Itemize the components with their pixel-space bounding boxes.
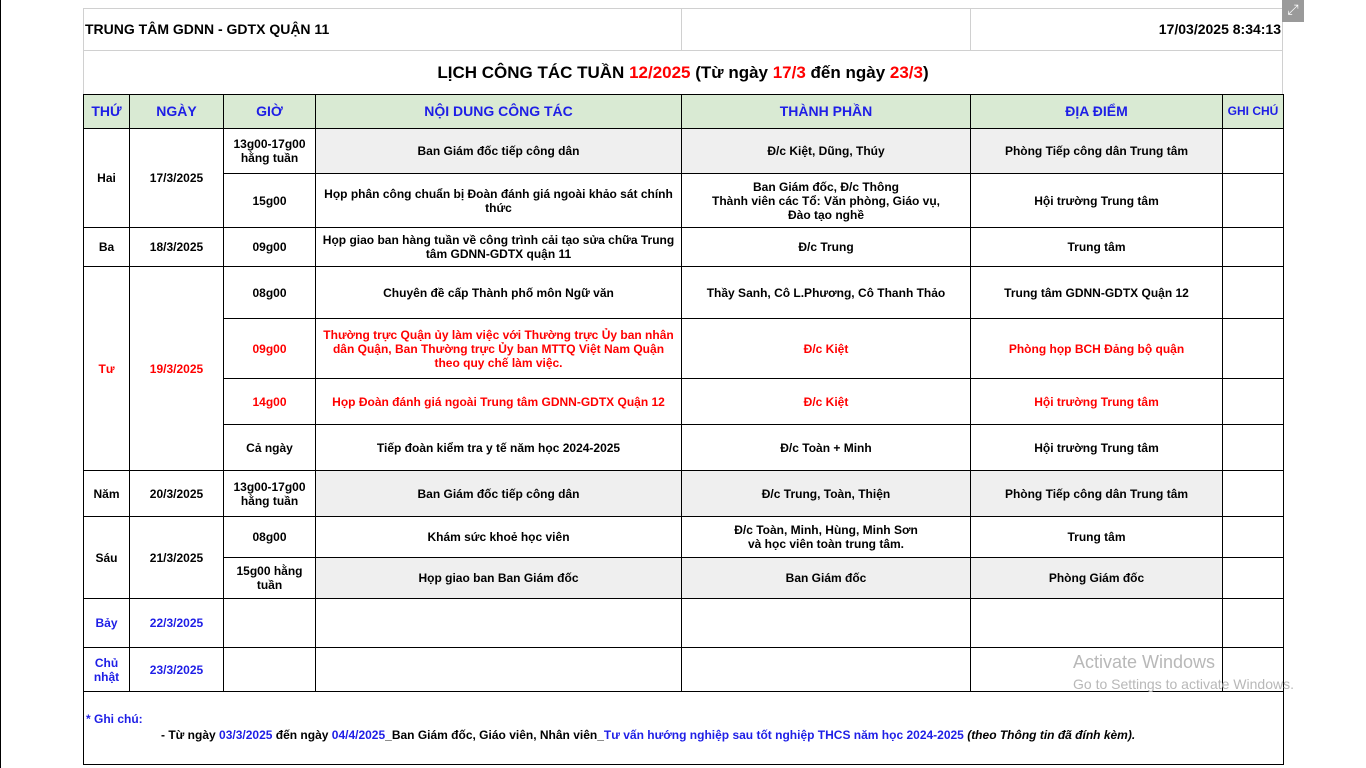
- sheet-header-row: [83, 8, 1283, 50]
- table-row: [84, 425, 1284, 471]
- date-cell: 17/3/2025: [130, 129, 224, 228]
- time-cell: 14g00: [224, 379, 316, 425]
- grid-divider: [681, 8, 682, 50]
- day-cell: Sáu: [84, 517, 130, 599]
- col-note: GHI CHÚ: [1223, 95, 1284, 129]
- place-cell: Hội trường Trung tâm: [971, 379, 1223, 425]
- content-cell: Họp Đoàn đánh giá ngoài Trung tâm GDNN-GDTX Quận 12: [316, 379, 682, 425]
- activation-watermark-title: Activate Windows: [1073, 652, 1216, 672]
- place-cell: Hội trường Trung tâm: [971, 174, 1223, 228]
- col-content: NỘI DUNG CÔNG TÁC: [316, 95, 682, 129]
- col-time: GIỜ: [224, 95, 316, 129]
- time-cell: 15g00: [224, 174, 316, 228]
- date-to: 23/3: [889, 63, 923, 82]
- grid-divider: [83, 50, 1283, 51]
- place-cell: Trung tâm: [971, 517, 1223, 558]
- org-name: TRUNG TÂM GDNN - GDTX QUẬN 11: [85, 21, 330, 37]
- activation-watermark-subtitle: Go to Settings to activate Windows.: [1073, 676, 1294, 692]
- content-cell: Thường trực Quận ủy làm việc với Thường trực Ủy ban nhân dân Quận, Ban Thường trực Ủy ban MTTQ Việt Nam Quận theo quy chế làm việc.: [316, 319, 682, 379]
- date-from: 17/3: [772, 63, 806, 82]
- table-row: [84, 267, 1284, 319]
- table-row: [84, 319, 1284, 379]
- members-cell: Đ/c Toàn, Minh, Hùng, Minh Sơn và học viên toàn trung tâm.: [682, 517, 971, 558]
- note-date-from: 03/3/2025: [219, 728, 273, 742]
- content-cell: Chuyên đề cấp Thành phố môn Ngữ văn: [316, 267, 682, 319]
- date-cell: 19/3/2025: [130, 267, 224, 471]
- col-date: NGÀY: [130, 95, 224, 129]
- table-row: [84, 379, 1284, 425]
- frame-edge: [0, 0, 1, 768]
- time-cell: Cả ngày: [224, 425, 316, 471]
- note-cell: [1223, 425, 1284, 471]
- schedule-title: LỊCH CÔNG TÁC TUẦN 12/2025 (Từ ngày 17/3 đến ngày 23/3): [437, 63, 929, 82]
- place-cell: Trung tâm: [971, 228, 1223, 267]
- table-row: [84, 174, 1284, 228]
- note-cell: [1223, 174, 1284, 228]
- content-cell: Họp giao ban hàng tuần về công trình cải tạo sửa chữa Trung tâm GDNN-GDTX quận 11: [316, 228, 682, 267]
- content-cell: Họp phân công chuẩn bị Đoàn đánh giá ngoài khảo sát chính thức: [316, 174, 682, 228]
- time-cell: 13g00-17g00 hằng tuần: [224, 471, 316, 517]
- expand-icon: ⤢: [1287, 1, 1299, 17]
- timestamp: 17/03/2025 8:34:13: [1158, 21, 1281, 37]
- date-cell: 20/3/2025: [130, 471, 224, 517]
- members-cell: Ban Giám đốc, Đ/c Thông Thành viên các Tổ: Văn phòng, Giáo vụ, Đào tạo nghề: [682, 174, 971, 228]
- col-day: THỨ: [84, 95, 130, 129]
- table-row: [84, 558, 1284, 599]
- table-row: [84, 129, 1284, 174]
- content-cell: Tiếp đoàn kiểm tra y tế năm học 2024-2025: [316, 425, 682, 471]
- grid-divider: [970, 8, 971, 50]
- content-cell: Ban Giám đốc tiếp công dân: [316, 471, 682, 517]
- day-cell: Chủ nhật: [84, 648, 130, 692]
- note-body: - Từ ngày 03/3/2025 đến ngày 04/4/2025_Ban Giám đốc, Giáo viên, Nhân viên_Tư vấn hướng nghiệp sau tốt nghiệp THCS năm học 2024-2025 (theo Thông tin đã đính kèm).: [161, 728, 1136, 742]
- date-cell: 21/3/2025: [130, 517, 224, 599]
- day-cell: Hai: [84, 129, 130, 228]
- place-cell: Phòng Tiếp công dân Trung tâm: [971, 471, 1223, 517]
- place-cell: Hội trường Trung tâm: [971, 425, 1223, 471]
- schedule-sheet: [83, 8, 1283, 764]
- grid-divider: [83, 8, 1283, 9]
- place-cell: Phòng Tiếp công dân Trung tâm: [971, 129, 1223, 174]
- members-cell: Ban Giám đốc: [682, 558, 971, 599]
- table-row: [84, 228, 1284, 267]
- day-cell: Ba: [84, 228, 130, 267]
- place-cell: Trung tâm GDNN-GDTX Quận 12: [971, 267, 1223, 319]
- members-cell: Đ/c Kiệt, Dũng, Thúy: [682, 129, 971, 174]
- content-cell: Họp giao ban Ban Giám đốc: [316, 558, 682, 599]
- note-cell: [1223, 517, 1284, 558]
- note-cell: [1223, 228, 1284, 267]
- schedule-table: [83, 94, 1284, 692]
- members-cell: Đ/c Trung, Toàn, Thiện: [682, 471, 971, 517]
- table-header-row: [84, 95, 1284, 129]
- date-cell: 18/3/2025: [130, 228, 224, 267]
- date-cell: 23/3/2025: [130, 648, 224, 692]
- note-cell: [1223, 471, 1284, 517]
- content-cell: Ban Giám đốc tiếp công dân: [316, 129, 682, 174]
- members-cell: Đ/c Kiệt: [682, 379, 971, 425]
- members-cell: Đ/c Trung: [682, 228, 971, 267]
- note-cell: [1223, 379, 1284, 425]
- day-cell: Bảy: [84, 599, 130, 648]
- table-row: [84, 471, 1284, 517]
- table-row: [84, 517, 1284, 558]
- note-topic: Tư vấn hướng nghiệp sau tốt nghiệp THCS năm học 2024-2025: [603, 728, 964, 742]
- col-place: ĐỊA ĐIỂM: [971, 95, 1223, 129]
- col-members: THÀNH PHẦN: [682, 95, 971, 129]
- members-cell: Thầy Sanh, Cô L.Phương, Cô Thanh Thảo: [682, 267, 971, 319]
- members-cell: Đ/c Toàn + Minh: [682, 425, 971, 471]
- note-cell: [1223, 129, 1284, 174]
- note-date-to: 04/4/2025: [331, 728, 386, 742]
- place-cell: Phòng Giám đốc: [971, 558, 1223, 599]
- time-cell: 13g00-17g00 hằng tuần: [224, 129, 316, 174]
- date-cell: 22/3/2025: [130, 599, 224, 648]
- day-cell: Năm: [84, 471, 130, 517]
- time-cell: 09g00: [224, 319, 316, 379]
- day-cell: Tư: [84, 267, 130, 471]
- place-cell: Phòng họp BCH Đảng bộ quận: [971, 319, 1223, 379]
- expand-button[interactable]: [1282, 0, 1304, 22]
- note-cell: [1223, 319, 1284, 379]
- time-cell: 08g00: [224, 517, 316, 558]
- content-cell: Khám sức khoẻ học viên: [316, 517, 682, 558]
- note-title: * Ghi chú:: [86, 712, 143, 726]
- time-cell: 08g00: [224, 267, 316, 319]
- note-cell: [1223, 267, 1284, 319]
- week-number: 12/2025: [629, 63, 691, 82]
- members-cell: Đ/c Kiệt: [682, 319, 971, 379]
- note-cell: [1223, 558, 1284, 599]
- time-cell: 15g00 hằng tuần: [224, 558, 316, 599]
- time-cell: 09g00: [224, 228, 316, 267]
